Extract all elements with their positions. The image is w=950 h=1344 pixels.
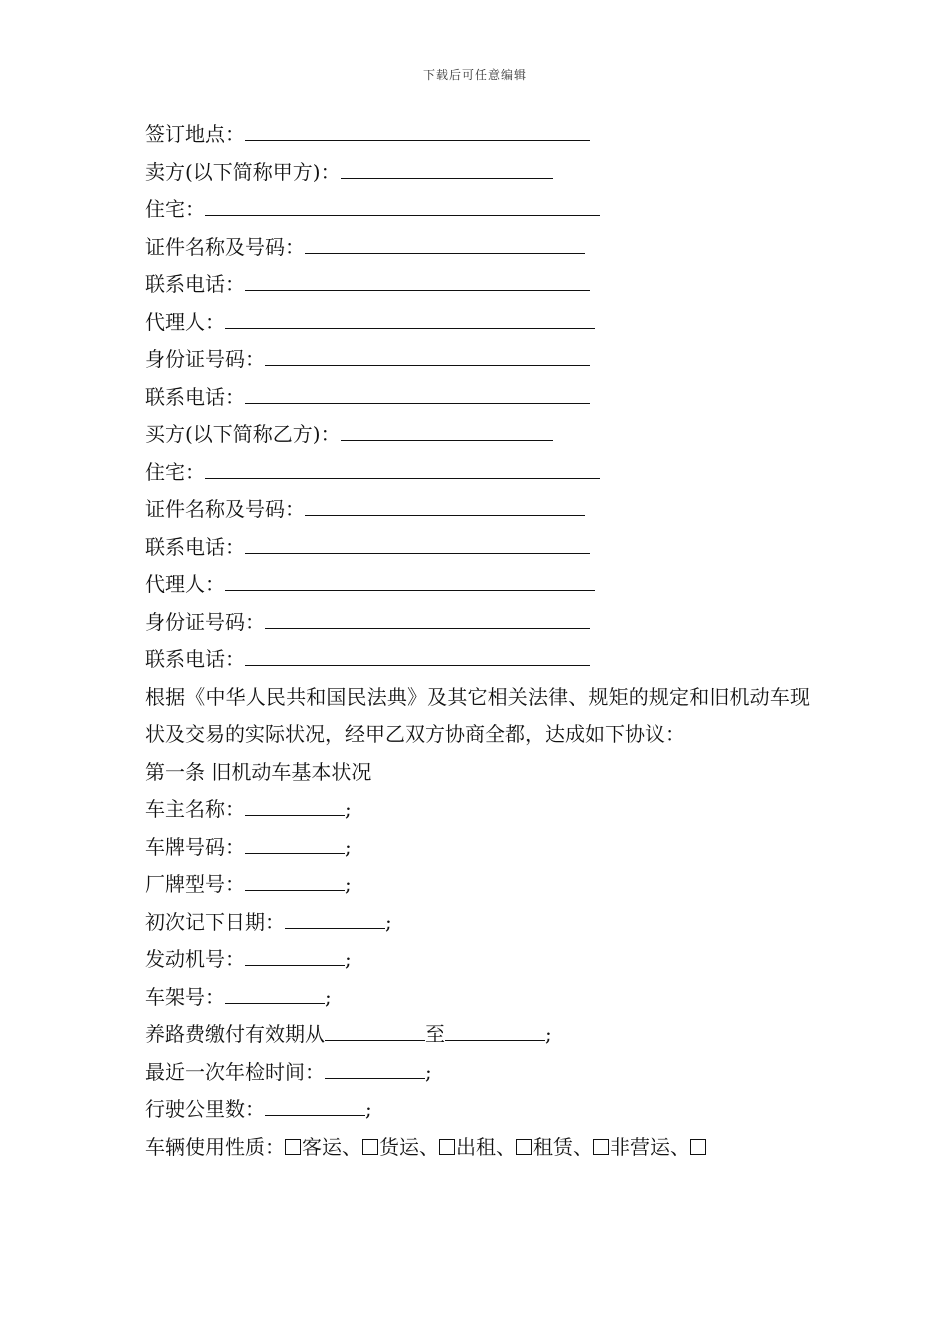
blank-line[interactable] bbox=[305, 233, 585, 254]
field-label: 最近一次年检时间： bbox=[145, 1059, 325, 1084]
field-label: 行驶公里数： bbox=[145, 1097, 265, 1121]
field-label: 身份证号码： bbox=[145, 609, 265, 634]
field-label: 卖方(以下简称甲方)： bbox=[145, 159, 341, 184]
field-seller-phone bbox=[145, 266, 810, 304]
field-label: 代理人： bbox=[145, 309, 225, 334]
field-label: 车架号： bbox=[145, 984, 225, 1009]
blank-line[interactable] bbox=[245, 833, 345, 854]
field-suffix: ; bbox=[385, 909, 392, 934]
usage-option-label: 租赁、 bbox=[533, 1134, 593, 1159]
field-label: 初次记下日期： bbox=[145, 909, 285, 934]
field-suffix: ; bbox=[345, 947, 352, 971]
blank-line[interactable] bbox=[245, 945, 345, 966]
checkbox-icon[interactable] bbox=[439, 1139, 455, 1155]
field-label: 住宅： bbox=[145, 197, 205, 221]
blank-line[interactable] bbox=[341, 420, 553, 441]
field-seller-agent-phone bbox=[145, 379, 810, 417]
field-suffix: ; bbox=[345, 797, 352, 821]
blank-line[interactable] bbox=[225, 983, 325, 1004]
blank-line[interactable] bbox=[265, 608, 590, 629]
field-plate-number bbox=[145, 829, 810, 867]
field-buyer-id-doc bbox=[145, 491, 810, 529]
field-label: 联系电话： bbox=[145, 272, 245, 296]
field-seller-agent bbox=[145, 304, 810, 342]
field-seller bbox=[145, 154, 810, 192]
usage-option-label: 客运、 bbox=[302, 1134, 362, 1159]
field-mileage bbox=[145, 1091, 810, 1129]
field-suffix: ; bbox=[345, 872, 352, 896]
field-vehicle-usage bbox=[145, 1129, 810, 1167]
field-owner-name bbox=[145, 791, 810, 829]
field-suffix: ; bbox=[545, 1022, 552, 1046]
field-sign-place bbox=[145, 116, 810, 154]
blank-line[interactable] bbox=[245, 645, 590, 666]
checkbox-icon[interactable] bbox=[285, 1139, 301, 1155]
field-suffix: ; bbox=[325, 984, 332, 1009]
field-first-registration-date bbox=[145, 904, 810, 942]
field-seller-id-doc bbox=[145, 229, 810, 267]
field-seller-address bbox=[145, 191, 810, 229]
blank-line[interactable] bbox=[341, 158, 553, 179]
field-label: 至 bbox=[425, 1022, 445, 1046]
field-label: 买方(以下简称乙方)： bbox=[145, 422, 341, 446]
field-buyer-agent bbox=[145, 566, 810, 604]
blank-line[interactable] bbox=[285, 908, 385, 929]
field-last-inspection bbox=[145, 1054, 810, 1092]
field-label: 发动机号： bbox=[145, 947, 245, 971]
field-label: 证件名称及号码： bbox=[145, 497, 305, 521]
field-label: 联系电话： bbox=[145, 534, 245, 559]
field-label: 车主名称： bbox=[145, 797, 245, 821]
contract-body bbox=[145, 116, 810, 1166]
field-label: 签订地点： bbox=[145, 122, 245, 146]
field-buyer bbox=[145, 416, 810, 454]
checkbox-icon[interactable] bbox=[362, 1139, 378, 1155]
blank-line[interactable] bbox=[265, 345, 590, 366]
article-1-title: 第一条 旧机动车基本状况 bbox=[145, 759, 372, 784]
blank-line[interactable] bbox=[265, 1095, 365, 1116]
blank-line[interactable] bbox=[245, 533, 590, 554]
blank-line[interactable] bbox=[305, 495, 585, 516]
field-buyer-phone bbox=[145, 529, 810, 567]
field-brand-model bbox=[145, 866, 810, 904]
usage-option-label: 非营运、 bbox=[610, 1134, 690, 1159]
blank-line[interactable] bbox=[205, 458, 600, 479]
usage-option-label: 出租、 bbox=[456, 1134, 516, 1159]
field-engine-number bbox=[145, 941, 810, 979]
blank-line[interactable] bbox=[225, 570, 595, 591]
blank-line[interactable] bbox=[245, 383, 590, 404]
field-label: 住宅： bbox=[145, 459, 205, 484]
field-label: 代理人： bbox=[145, 572, 225, 596]
blank-line[interactable] bbox=[245, 795, 345, 816]
usage-option-label: 货运、 bbox=[379, 1134, 439, 1159]
field-buyer-agent-id bbox=[145, 604, 810, 642]
field-label: 证件名称及号码： bbox=[145, 234, 305, 259]
blank-line[interactable] bbox=[325, 1058, 425, 1079]
field-suffix: ; bbox=[365, 1097, 372, 1121]
field-label: 车牌号码： bbox=[145, 834, 245, 859]
page-header-note: 下载后可任意编辑 bbox=[422, 68, 527, 82]
field-frame-number bbox=[145, 979, 810, 1017]
field-label: 厂牌型号： bbox=[145, 872, 245, 896]
field-label: 养路费缴付有效期从 bbox=[145, 1022, 325, 1046]
blank-line[interactable] bbox=[445, 1020, 545, 1041]
field-label: 身份证号码： bbox=[145, 347, 265, 371]
checkbox-icon[interactable] bbox=[690, 1139, 706, 1155]
field-suffix: ; bbox=[345, 834, 352, 859]
field-buyer-address bbox=[145, 454, 810, 492]
field-buyer-agent-phone bbox=[145, 641, 810, 679]
field-label: 车辆使用性质： bbox=[145, 1134, 285, 1159]
checkbox-icon[interactable] bbox=[593, 1139, 609, 1155]
blank-line[interactable] bbox=[205, 195, 600, 216]
field-label: 联系电话： bbox=[145, 647, 245, 671]
blank-line[interactable] bbox=[245, 120, 590, 141]
checkbox-icon[interactable] bbox=[516, 1139, 532, 1155]
field-seller-agent-id bbox=[145, 341, 810, 379]
field-road-fee-period bbox=[145, 1016, 810, 1054]
blank-line[interactable] bbox=[325, 1020, 425, 1041]
intro-paragraph: 根据《中华人民共和国民法典》及其它相关法律、规矩的规定和旧机动车现状及交易的实际状况，经甲乙双方协商全都，达成如下协议： bbox=[145, 684, 810, 746]
blank-line[interactable] bbox=[245, 270, 590, 291]
field-label: 联系电话： bbox=[145, 384, 245, 409]
blank-line[interactable] bbox=[245, 870, 345, 891]
field-suffix: ; bbox=[425, 1059, 432, 1084]
blank-line[interactable] bbox=[225, 308, 595, 329]
